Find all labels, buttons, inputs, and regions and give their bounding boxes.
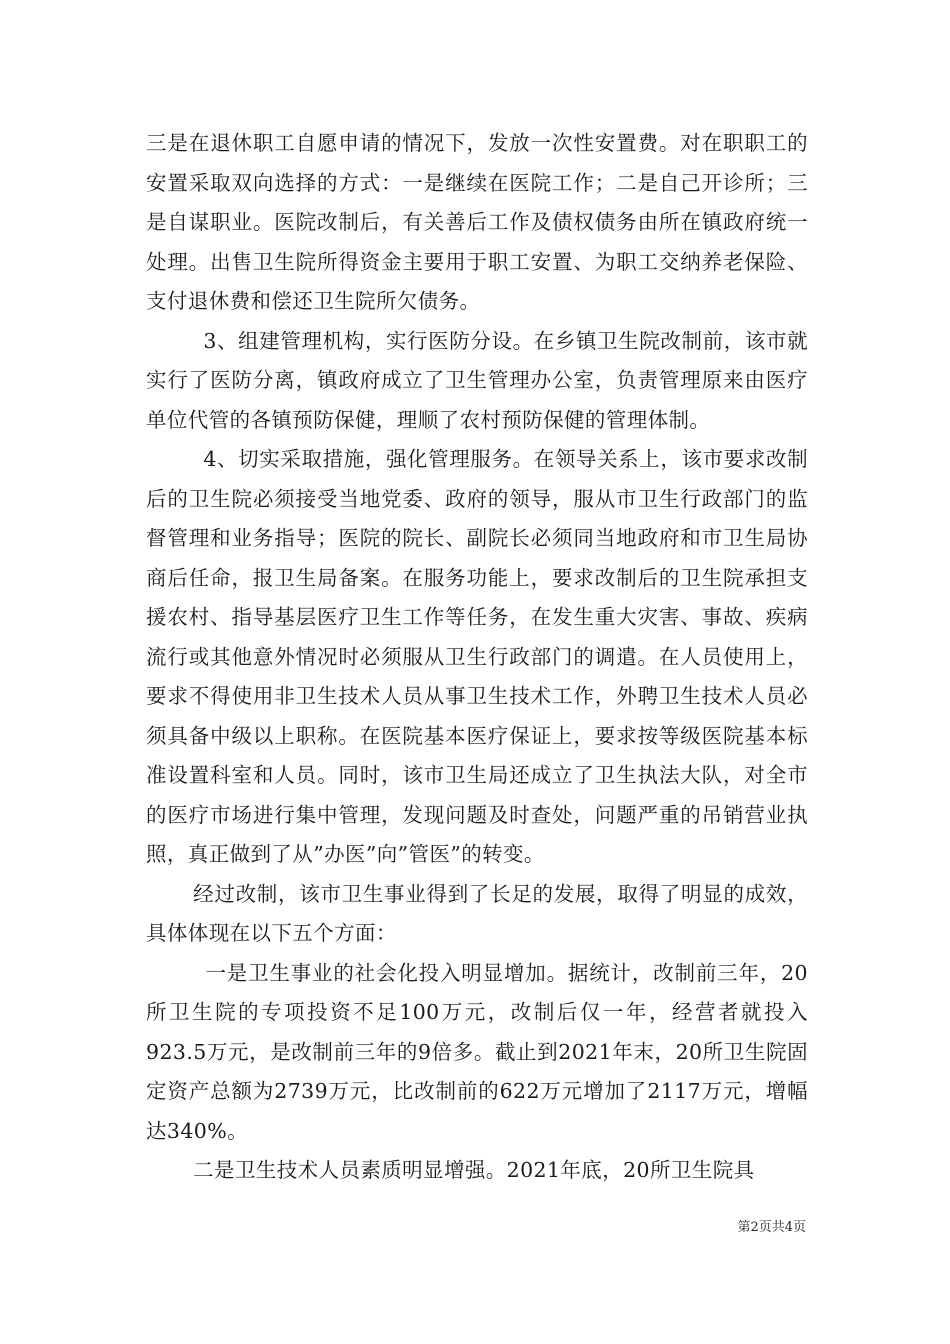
paragraph-management-agency: 3、组建管理机构，实行医防分设。在乡镇卫生院改制前，该市就实行了医防分离，镇政府成立了卫生管理办公室，负责管理原来由医疗单位代管的各镇预防保健，理顺了农村预防保健的管理体制。 [146,328,808,432]
paragraph-staff-quality: 二是卫生技术人员素质明显增强。2021年底，20所卫生院具 [193,1158,755,1182]
document-body [146,124,808,1191]
paragraph-investment-increase: 一是卫生事业的社会化投入明显增加。据统计，改制前三年，20所卫生院的专项投资不足100万元，改制后仅一年，经营者就投入923.5万元，是改制前三年的9倍多。截止到2021年末，20所卫生院固定资产总额为2739万元，比改制前的622万元增加了2117万元，增幅达340%。 [146,960,808,1143]
paragraph-reform-results: 经过改制，该市卫生事业得到了长足的发展，取得了明显的成效，具体体现在以下五个方面： [146,881,808,945]
page-number: 第2页共4页 [737,1220,806,1235]
paragraph-management-service: 4、切实采取措施，强化管理服务。在领导关系上，该市要求改制后的卫生院必须接受当地党委、政府的领导，服从市卫生行政部门的监督管理和业务指导；医院的院长、副院长必须同当地政府和市卫生局协商后任命，报卫生局备案。在服务功能上，要求改制后的卫生院承担支援农村、指导基层医疗卫生工作等任务，在发生重大灾害、事故、疾病流行或其他意外情况时必须服从卫生行政部门的调遣。在人员使用上，要求不得使用非卫生技术人员从事卫生技术工作，外聘卫生技术人员必须具备中级以上职称。在医院基本医疗保证上，要求按等级医院基本标准设置科室和人员。同时，该市卫生局还成立了卫生执法大队，对全市的医疗市场进行集中管理，发现问题及时查处，问题严重的吊销营业执照，真正做到了从”办医”向”管医”的转变。 [146,447,808,866]
paragraph-worker-placement: 三是在退休职工自愿申请的情况下，发放一次性安置费。对在职职工的安置采取双向选择的方式：一是继续在医院工作；二是自己开诊所；三是自谋职业。医院改制后，有关善后工作及债权债务由所在镇政府统一处理。出售卫生院所得资金主要用于职工安置、为职工交纳养老保险、支付退休费和偿还卫生院所欠债务。 [146,131,808,313]
